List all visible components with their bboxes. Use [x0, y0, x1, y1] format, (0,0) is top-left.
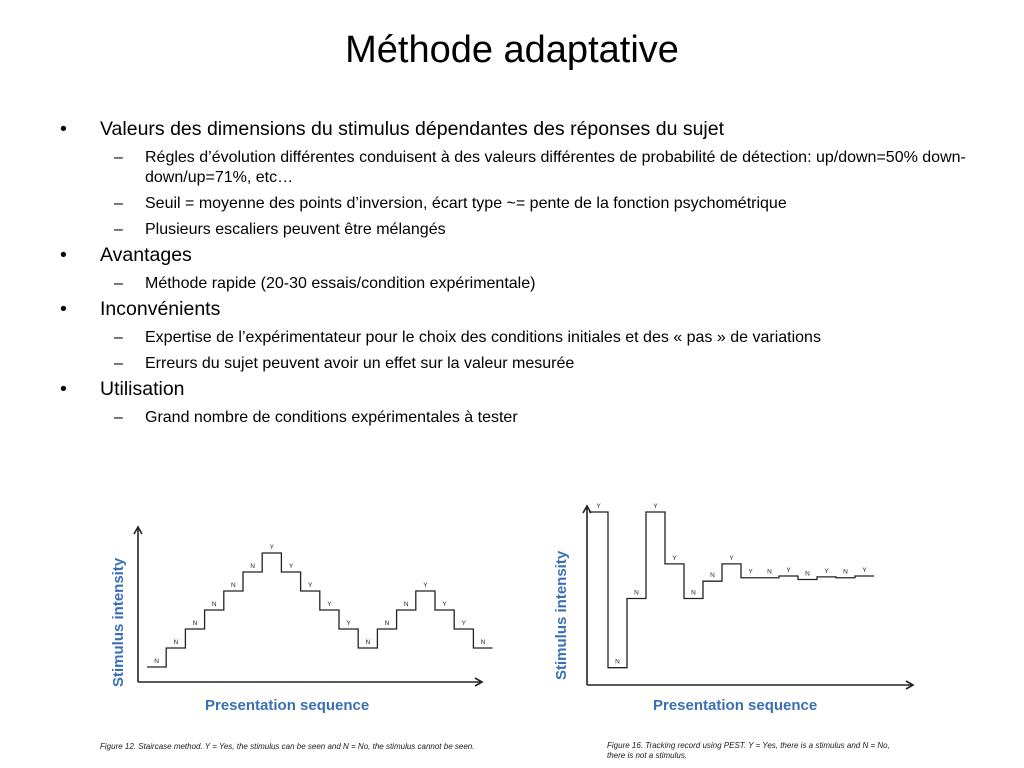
x-axis-title: Presentation sequence [653, 697, 818, 714]
response-label: Y [269, 544, 274, 551]
bullet-text: Inconvénients [100, 298, 221, 320]
bullet-item [60, 296, 1000, 322]
sub-bullet-item [60, 220, 1000, 240]
pest-caption: Figure 16. Tracking record using PEST. Y = Yes, there is a stimulus and N = No, there is not a stimulus. [607, 741, 890, 760]
response-label: N [173, 639, 179, 646]
response-label: N [154, 658, 159, 665]
bullet-marker: • [60, 378, 67, 400]
response-label: N [805, 570, 810, 578]
response-label: Y [862, 567, 867, 575]
response-label: N [231, 582, 236, 589]
response-label: N [767, 568, 772, 576]
bullet-item [60, 376, 1000, 402]
bullet-text: Avantages [100, 244, 192, 266]
bullet-marker: • [60, 118, 67, 140]
response-label: N [403, 601, 409, 608]
x-axis-title: Presentation sequence [205, 697, 370, 714]
response-label: Y [461, 620, 466, 627]
bullet-text: Utilisation [100, 378, 185, 400]
sub-bullet-item [60, 274, 1000, 294]
dash-marker: – [114, 195, 123, 212]
response-label: N [192, 620, 198, 627]
response-label: N [710, 572, 715, 580]
sub-bullet-text: Régles d’évolution différentes conduisent à des valeurs différentes de probabilité de détection: up/down=50% down-down/up=71%, etc… [145, 149, 966, 186]
sub-bullet-item [60, 148, 1000, 188]
dash-marker: – [114, 221, 123, 238]
sub-bullet-text: Méthode rapide (20-30 essais/condition expérimentale) [145, 275, 536, 292]
sub-bullet-text: Expertise de l’expérimentateur pour le choix des conditions initiales et des « pas » de variations [145, 329, 821, 346]
dash-marker: – [114, 149, 123, 166]
response-label: N [634, 589, 639, 597]
pest-figure [545, 498, 920, 738]
staircase-chart [100, 505, 486, 737]
response-label: Y [748, 568, 753, 576]
response-label: Y [786, 567, 791, 575]
response-label: N [615, 658, 620, 666]
sub-bullet-text: Grand nombre de conditions expérimentales à tester [145, 409, 518, 426]
sub-bullet-item [60, 194, 1000, 214]
sub-bullet-text: Seuil = moyenne des points d’inversion, écart type ~= pente de la fonction psychométrique [145, 195, 787, 212]
response-label: Y [346, 620, 351, 627]
dash-marker: – [114, 275, 123, 292]
dash-marker: – [114, 329, 123, 346]
y-axis-title: Stimulus intensity [110, 557, 127, 687]
bullet-item [60, 116, 1000, 142]
response-label: N [365, 639, 371, 646]
response-label: N [384, 620, 390, 627]
bullet-item [60, 242, 1000, 268]
response-label: Y [672, 554, 677, 562]
response-label: N [480, 639, 486, 646]
sub-bullet-text: Plusieurs escaliers peuvent être mélangés [145, 221, 446, 238]
staircase-figure [100, 505, 486, 737]
response-label: Y [824, 567, 829, 575]
bullet-list [60, 114, 1000, 428]
response-label: Y [729, 554, 734, 562]
response-label: N [691, 589, 696, 597]
sub-bullet-item [60, 408, 1000, 428]
response-label: Y [288, 563, 294, 570]
sub-bullet-item [60, 354, 1000, 374]
sub-bullet-text: Erreurs du sujet peuvent avoir un effet sur la valeur mesurée [145, 355, 575, 372]
pest-chart [545, 498, 920, 738]
sub-bullet-item [60, 328, 1000, 348]
response-label: N [250, 563, 255, 570]
response-label: N [211, 601, 217, 608]
y-axis-title: Stimulus intensity [553, 550, 570, 680]
response-label: Y [653, 503, 658, 510]
response-label: N [843, 568, 848, 576]
response-label: Y [442, 601, 447, 608]
staircase-series-line [589, 512, 874, 668]
dash-marker: – [114, 355, 123, 372]
slide-title: Méthode adaptative [345, 29, 679, 71]
response-label: Y [596, 503, 601, 510]
dash-marker: – [114, 409, 123, 426]
bullet-marker: • [60, 244, 67, 266]
response-label: Y [423, 582, 428, 589]
staircase-caption: Figure 12. Staircase method. Y = Yes, the stimulus can be seen and N = No, the stimulus cannot be seen. [100, 742, 475, 751]
staircase-series-line [147, 553, 493, 667]
response-label: Y [308, 582, 313, 589]
response-label: Y [327, 601, 332, 608]
bullet-text: Valeurs des dimensions du stimulus dépendantes des réponses du sujet [100, 118, 725, 140]
bullet-marker: • [60, 298, 67, 320]
